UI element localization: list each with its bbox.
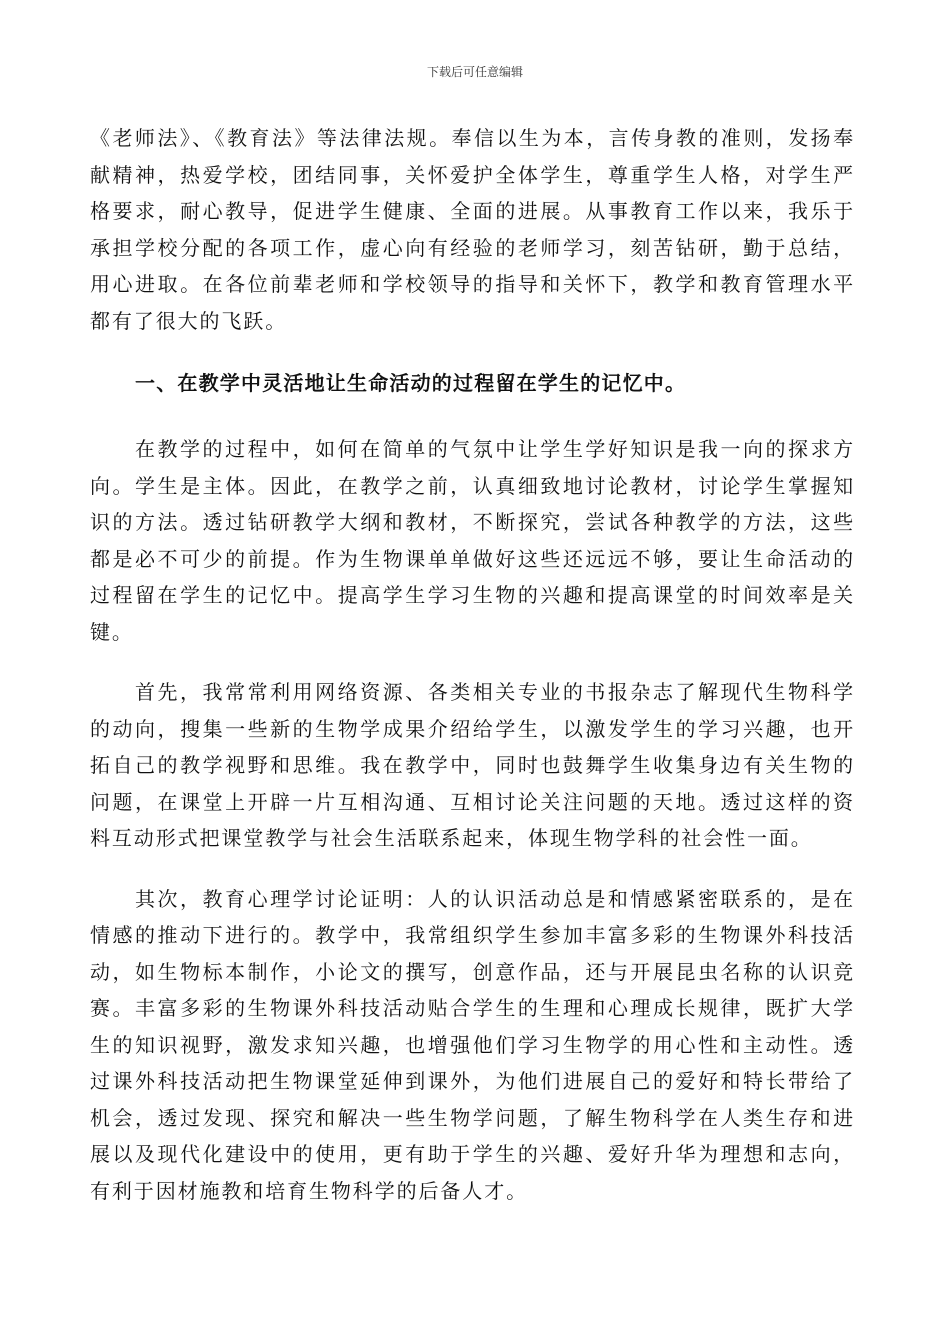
body-paragraph-1: 在教学的过程中，如何在简单的气氛中让学生学好知识是我一向的探求方向。学生是主体。因此，在教学之前，认真细致地讨论教材，讨论学生掌握知识的方法。透过钻研教学大纲和教材，不断探究，尝试各种教学的方法，这些都是必不可少的前提。作为生物课单单做好这些还远远不够，要让生命活动的过程留在学生的记忆中。提高学生学习生物的兴趣和提高课堂的时间效率是关键。: [90, 437, 855, 644]
page-header-note: 下载后可任意编辑: [426, 65, 523, 79]
body-paragraph-2: 首先，我常常利用网络资源、各类相关专业的书报杂志了解现代生物科学的动向，搜集一些新的生物学成果介绍给学生，以激发学生的学习兴趣，也开拓自己的教学视野和思维。我在教学中，同时也鼓舞学生收集身边有关生物的问题，在课堂上开辟一片互相沟通、互相讨论关注问题的天地。透过这样的资料互动形式把课堂教学与社会生活联系起来，体现生物学科的社会性一面。: [90, 680, 855, 850]
body-paragraph-3: 其次，教育心理学讨论证明：人的认识活动总是和情感紧密联系的，是在情感的推动下进行的。教学中，我常组织学生参加丰富多彩的生物课外科技活动，如生物标本制作，小论文的撰写，创意作品，还与开展昆虫名称的认识竞赛。丰富多彩的生物课外科技活动贴合学生的生理和心理成长规律，既扩大学生的知识视野，激发求知兴趣，也增强他们学习生物学的用心性和主动性。透过课外科技活动把生物课堂延伸到课外，为他们进展自己的爱好和特长带给了机会，透过发现、探究和解决一些生物学问题，了解生物科学在人类生存和进展以及现代化建设中的使用，更有助于学生的兴趣、爱好升华为理想和志向，有利于因材施教和培育生物科学的后备人才。: [90, 886, 855, 1203]
document-body: [90, 120, 855, 1233]
intro-paragraph: 《老师法》、《教育法》等法律法规。奉信以生为本，言传身教的准则，发扬奉献精神，热爱学校，团结同事，关怀爱护全体学生，尊重学生人格，对学生严格要求，耐心教导，促进学生健康、全面的进展。从事教育工作以来，我乐于承担学校分配的各项工作，虚心向有经验的老师学习，刻苦钻研，勤于总结，用心进取。在各位前辈老师和学校领导的指导和关怀下，教学和教育管理水平都有了很大的飞跃。: [90, 126, 855, 333]
section-heading: 一、在教学中灵活地让生命活动的过程留在学生的记忆中。: [135, 371, 687, 395]
